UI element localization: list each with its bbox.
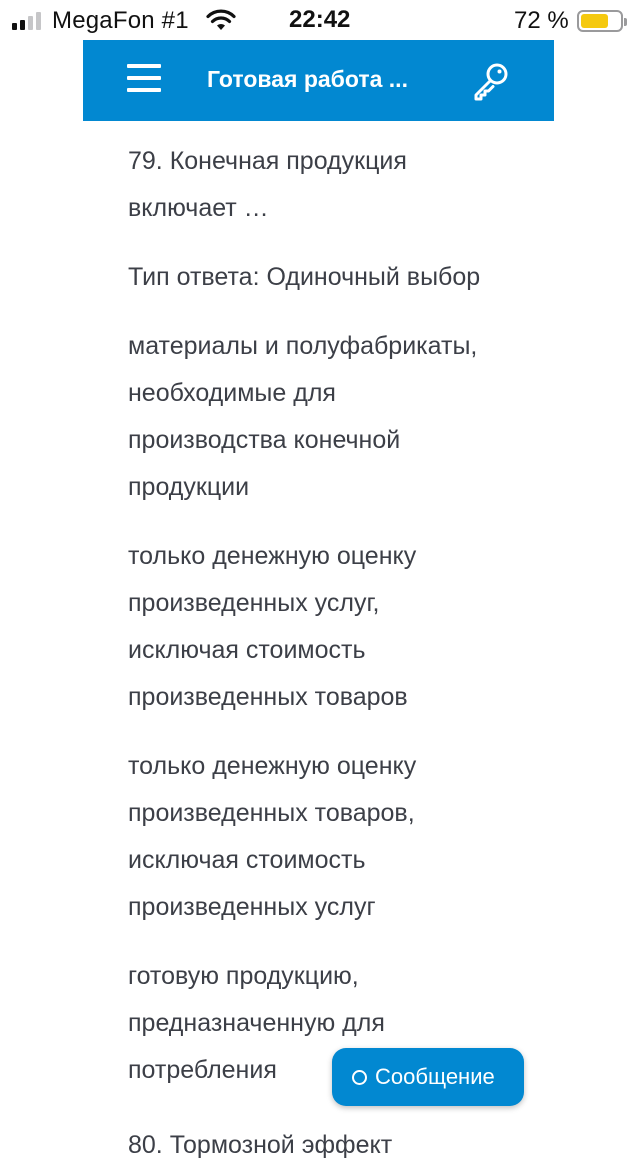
option-line: производства конечной: [128, 426, 401, 454]
option-line: исключая стоимость: [128, 846, 366, 874]
next-question-partial: 80. Тормозной эффект: [128, 1131, 393, 1159]
question-text: [128, 138, 548, 232]
wifi-icon: [206, 9, 236, 33]
option-line: произведенных товаров,: [128, 799, 415, 827]
carrier-name: MegaFon #1: [52, 7, 189, 34]
message-button[interactable]: [332, 1048, 524, 1106]
option-line: произведенных товаров: [128, 683, 408, 711]
battery-level: [581, 14, 608, 28]
app-header: [83, 40, 554, 121]
option-line: произведенных услуг: [128, 893, 376, 921]
page-title: Готовая работа ...: [207, 66, 408, 92]
message-button-label: Сообщение: [375, 1064, 495, 1089]
option-line: исключая стоимость: [128, 636, 366, 664]
question-line: включает …: [128, 194, 269, 222]
option-line: произведенных услуг,: [128, 589, 380, 617]
answer-option[interactable]: [128, 533, 548, 721]
clock: 22:42: [289, 6, 351, 33]
key-icon[interactable]: [471, 61, 511, 101]
cellular-signal-icon: [12, 12, 41, 30]
option-line: материалы и полуфабрикаты,: [128, 332, 478, 360]
option-line: потребления: [128, 1056, 277, 1084]
option-line: готовую продукцию,: [128, 962, 359, 990]
circle-icon: [352, 1070, 367, 1085]
battery-percent: 72 %: [514, 7, 569, 34]
answer-option[interactable]: [128, 323, 548, 511]
option-line: продукции: [128, 473, 250, 501]
option-line: необходимые для: [128, 379, 336, 407]
status-bar: [0, 0, 640, 40]
battery-icon: [577, 10, 623, 32]
question-content: [128, 138, 548, 1116]
question-line: 79. Конечная продукция: [128, 147, 407, 175]
option-line: только денежную оценку: [128, 752, 417, 780]
option-line: предназначенную для: [128, 1009, 385, 1037]
answer-option[interactable]: [128, 743, 548, 931]
option-line: только денежную оценку: [128, 542, 417, 570]
answer-type: Тип ответа: Одиночный выбор: [128, 263, 481, 291]
hamburger-menu-icon[interactable]: [127, 64, 163, 96]
